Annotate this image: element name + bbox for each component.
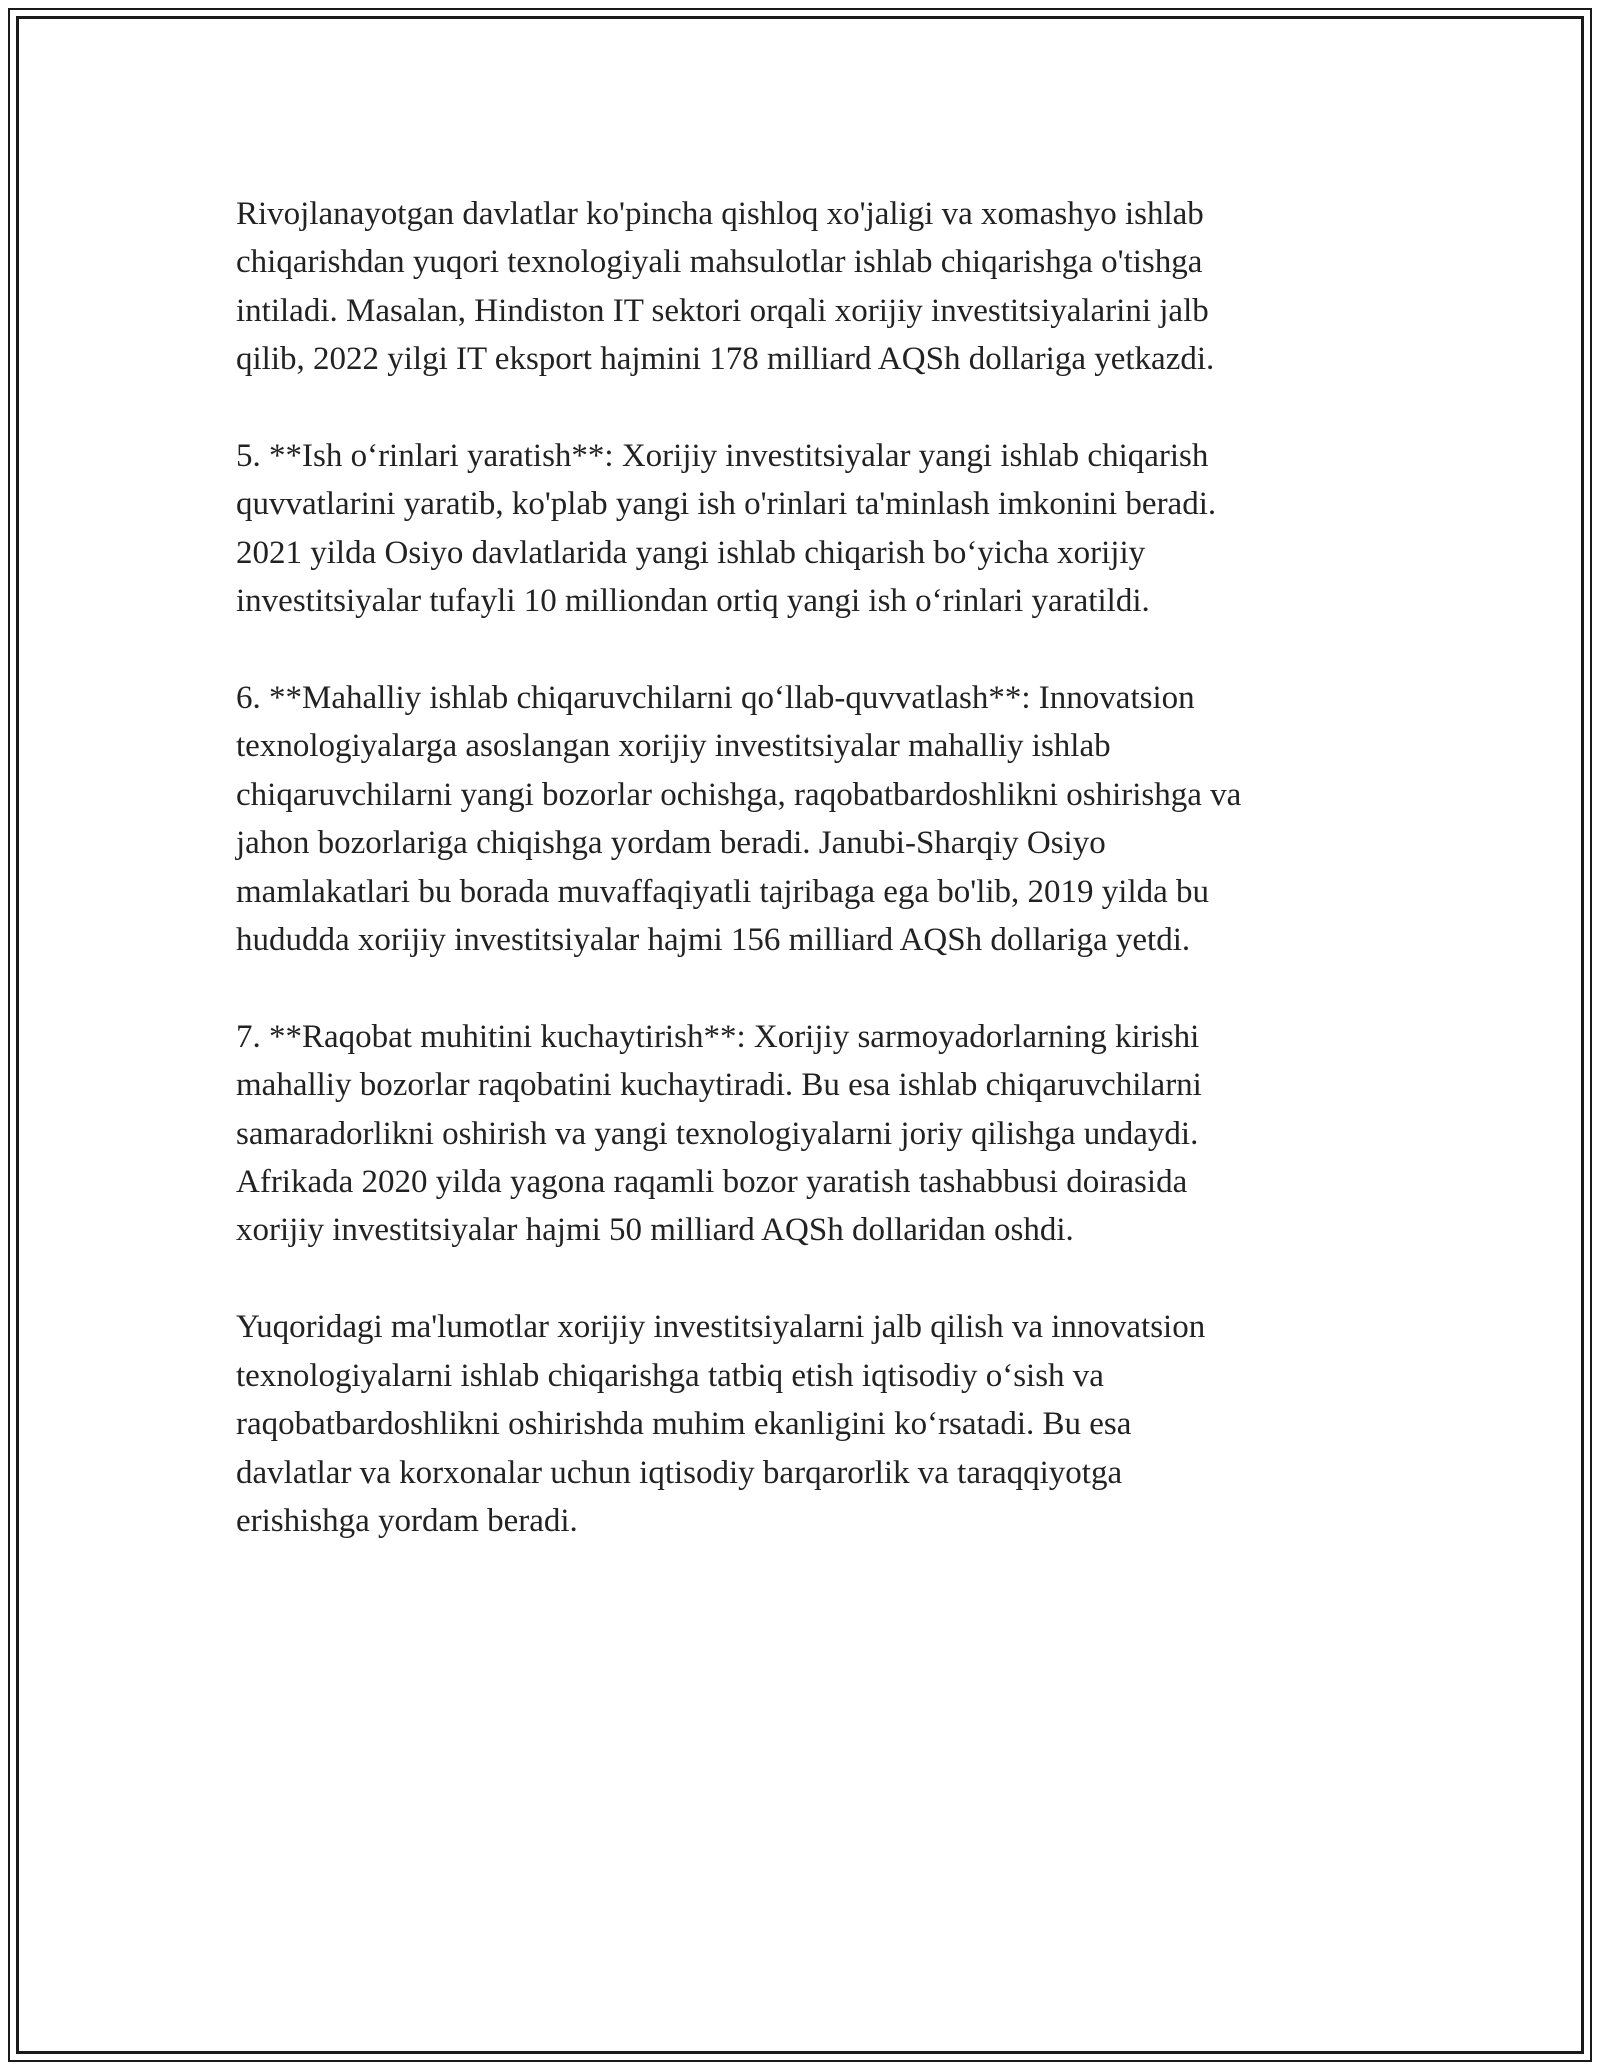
text-line: davlatlar va korxonalar uchun iqtisodiy barqarorlik va taraqqiyotga bbox=[236, 1454, 1123, 1491]
text-line: texnologiyalarni ishlab chiqarishga tatbiq etish iqtisodiy o‘sish va bbox=[236, 1357, 1104, 1394]
text-line: qilib, 2022 yilgi IT eksport hajmini 178 milliard AQSh dollariga yetkazdi. bbox=[236, 341, 1215, 378]
paragraph-item-6 bbox=[236, 674, 1366, 964]
text-line: erishishga yordam beradi. bbox=[236, 1502, 578, 1539]
text-line: mamlakatlari bu borada muvaffaqiyatli tajribaga ega bo'lib, 2019 yilda bu bbox=[236, 873, 1210, 910]
text-line: raqobatbardoshlikni oshirishda muhim ekanligini ko‘rsatadi. Bu esa bbox=[236, 1406, 1132, 1443]
text-line: quvvatlarini yaratib, ko'plab yangi ish o'rinlari ta'minlash imkonini beradi. bbox=[236, 486, 1217, 523]
text-line: xorijiy investitsiyalar hajmi 50 milliard AQSh dollaridan oshdi. bbox=[236, 1212, 1074, 1249]
text-line: mahalliy bozorlar raqobatini kuchaytiradi. Bu esa ishlab chiqaruvchilarni bbox=[236, 1067, 1202, 1104]
text-line: 7. **Raqobat muhitini kuchaytirish**: Xorijiy sarmoyadorlarning kirishi bbox=[236, 1018, 1200, 1055]
text-line: 5. **Ish o‘rinlari yaratish**: Xorijiy investitsiyalar yangi ishlab chiqarish bbox=[236, 438, 1209, 475]
text-line: texnologiyalarga asoslangan xorijiy investitsiyalar mahalliy ishlab bbox=[236, 728, 1111, 765]
text-line: investitsiyalar tufayli 10 milliondan ortiq yangi ish o‘rinlari yaratildi. bbox=[236, 583, 1150, 620]
text-line: hududda xorijiy investitsiyalar hajmi 156 milliard AQSh dollariga yetdi. bbox=[236, 922, 1191, 959]
paragraph-intro bbox=[236, 190, 1366, 384]
text-line: 6. **Mahalliy ishlab chiqaruvchilarni qo‘llab-quvvatlash**: Innovatsion bbox=[236, 680, 1195, 717]
paragraph-item-7 bbox=[236, 1013, 1366, 1255]
text-line: 2021 yilda Osiyo davlatlarida yangi ishlab chiqarish bo‘yicha xorijiy bbox=[236, 534, 1146, 571]
text-line: chiqaruvchilarni yangi bozorlar ochishga, raqobatbardoshlikni oshirishga va bbox=[236, 776, 1242, 813]
document-body bbox=[236, 190, 1366, 1594]
text-line: Afrikada 2020 yilda yagona raqamli bozor yaratish tashabbusi doirasida bbox=[236, 1164, 1188, 1201]
text-line: intiladi. Masalan, Hindiston IT sektori orqali xorijiy investitsiyalarini jalb bbox=[236, 292, 1209, 329]
paragraph-item-5 bbox=[236, 432, 1366, 626]
text-line: Yuqoridagi ma'lumotlar xorijiy investitsiyalarni jalb qilish va innovatsion bbox=[236, 1309, 1206, 1346]
text-line: chiqarishdan yuqori texnologiyali mahsulotlar ishlab chiqarishga o'tishga bbox=[236, 244, 1203, 281]
paragraph-conclusion bbox=[236, 1303, 1366, 1545]
text-line: jahon bozorlariga chiqishga yordam beradi. Janubi-Sharqiy Osiyo bbox=[236, 825, 1106, 862]
text-line: samaradorlikni oshirish va yangi texnologiyalarni joriy qilishga undaydi. bbox=[236, 1115, 1199, 1152]
text-line: Rivojlanayotgan davlatlar ko'pincha qishloq xo'jaligi va xomashyo ishlab bbox=[236, 196, 1204, 232]
